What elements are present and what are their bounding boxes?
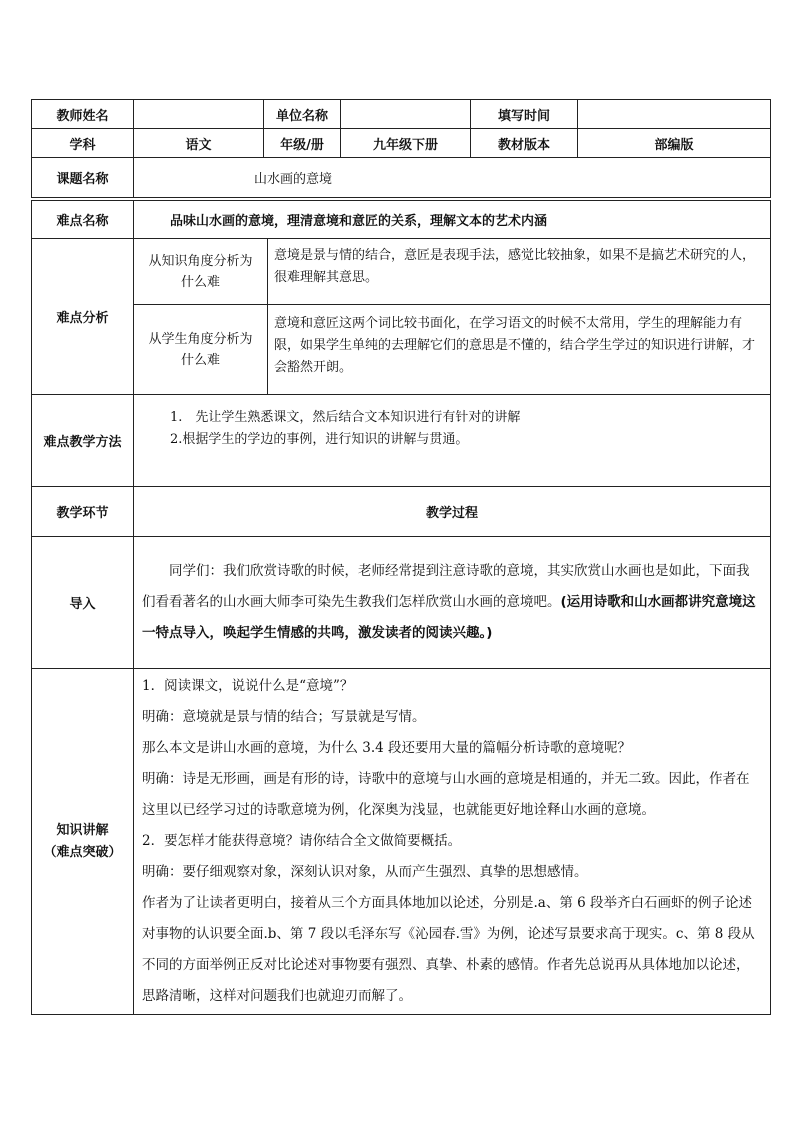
knowledge-line-6: 明确：要仔细观察对象，深刻认识对象，从而产生强烈、真挚的思想感情。 [142, 864, 588, 880]
info-row-3 [32, 158, 771, 198]
intro-label: 导入 [32, 537, 134, 669]
difficulty-name-row [32, 201, 771, 239]
info-row-1 [32, 100, 771, 129]
knowledge-line-4: 明确：诗是无形画，画是有形的诗，诗歌中的意境与山水画的意境是相通的，并无二致。因此，作者在这里以已经学习过的诗歌意境为例，化深奥为浅显，也就能更好地诠释山水画的意境。 [142, 771, 750, 818]
subject-label: 学科 [32, 129, 134, 158]
method-item-1: 1. 先让学生熟悉课文，然后结合文本知识进行有针对的讲解 [170, 410, 521, 425]
process-header-row [32, 487, 771, 537]
unit-label: 单位名称 [264, 100, 341, 129]
method-label: 难点教学方法 [32, 395, 134, 487]
grade-value: 九年级下册 [341, 129, 471, 158]
intro-text-main: 同学们：我们欣赏诗歌的时候，老师经常提到注意诗歌的意境，其实欣赏山水画也是如此，下面我们看看著名的山水画大师李可染先生教我们怎样欣赏山水画的意境吧。 [142, 563, 750, 610]
student-angle-text: 意境和意匠这两个词比较书面化，在学习语文的时候不太常用，学生的理解能力有限，如果学生单纯的去理解它们的意思是不懂的，结合学生学过的知识进行讲解，才会豁然开朗。 [268, 305, 771, 395]
student-analysis-row [32, 305, 771, 395]
knowledge-label-main: 知识讲解 [56, 822, 109, 838]
subject-value: 语文 [134, 129, 264, 158]
date-label: 填写时间 [471, 100, 578, 129]
teacher-value[interactable] [134, 100, 264, 129]
intro-text-note: (运用诗歌和山水画都讲究意境这一特点导入，唤起学生情感的共鸣，激发读者的阅读兴趣。) [142, 594, 756, 641]
method-row [32, 395, 771, 487]
lesson-title: 山水画的意境 [134, 158, 771, 198]
difficulty-name-value: 品味山水画的意境，理清意境和意匠的关系，理解文本的艺术内涵 [134, 201, 771, 239]
difficulty-name-label: 难点名称 [32, 201, 134, 239]
knowledge-row [32, 669, 771, 1015]
knowledge-section-label [32, 669, 134, 1015]
grade-label: 年级/册 [264, 129, 341, 158]
lesson-table [31, 200, 771, 1015]
method-list [134, 395, 771, 487]
knowledge-line-7: 作者为了让读者更明白，接着从三个方面具体地加以论述，分别是.a、第 6 段举齐白石画虾的例子论述对事物的认识要全面.b、第 7 段以毛泽东写《沁园春.雪》为例，论述写景要求高于现实。c、第 8 段从不同的方面举例正反对比论述对事物要有强烈、真挚、朴素的感情。作者先总说再从具体地加以论述，思路清晰，这样对问题我们也就迎刃而解了。 [142, 895, 755, 1004]
teacher-label: 教师姓名 [32, 100, 134, 129]
knowledge-angle-label: 从知识角度分析为什么难 [134, 239, 268, 305]
knowledge-line-1: 1．阅读课文，说说什么是“意境”？ [142, 678, 354, 694]
student-angle-label: 从学生角度分析为什么难 [134, 305, 268, 395]
date-value[interactable] [578, 100, 771, 129]
edition-value: 部编版 [578, 129, 771, 158]
intro-row [32, 537, 771, 669]
knowledge-line-5: 2．要怎样才能获得意境？请你结合全文做简要概括。 [142, 833, 462, 849]
edition-label: 教材版本 [471, 129, 578, 158]
info-row-2 [32, 129, 771, 158]
knowledge-content [134, 669, 771, 1015]
lesson-label: 课题名称 [32, 158, 134, 198]
analysis-label: 难点分析 [32, 239, 134, 395]
knowledge-label-sub: （难点突破） [43, 844, 122, 860]
intro-text [134, 537, 771, 669]
unit-value[interactable] [341, 100, 471, 129]
knowledge-analysis-row [32, 239, 771, 305]
process-header: 教学过程 [134, 487, 771, 537]
knowledge-line-2: 明确：意境就是景与情的结合；写景就是写情。 [142, 709, 426, 725]
stage-header: 教学环节 [32, 487, 134, 537]
knowledge-angle-text: 意境是景与情的结合，意匠是表现手法，感觉比较抽象，如果不是搞艺术研究的人，很难理解其意思。 [268, 239, 771, 305]
info-table [31, 99, 771, 198]
knowledge-line-3: 那么本文是讲山水画的意境，为什么 3.4 段还要用大量的篇幅分析诗歌的意境呢？ [142, 740, 632, 756]
method-item-2: 2.根据学生的学边的事例，进行知识的讲解与贯通。 [170, 432, 469, 447]
